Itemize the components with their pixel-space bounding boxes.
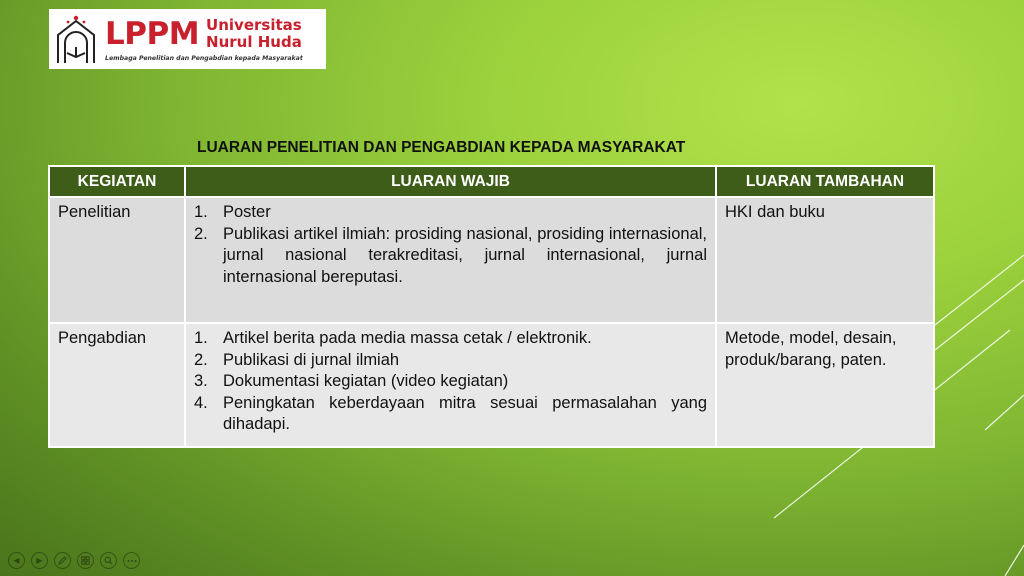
logo-university-name	[206, 17, 302, 51]
header-luaran-wajib: LUARAN WAJIB	[185, 166, 716, 197]
cell-luaran-wajib	[185, 197, 716, 323]
more-options-icon[interactable]	[123, 552, 140, 569]
lppm-logo	[49, 9, 326, 69]
table-row	[49, 197, 934, 323]
list-item-number: 1.	[194, 329, 208, 347]
table-row	[49, 323, 934, 447]
list-item-number: 3.	[194, 372, 208, 390]
table-header-row	[49, 166, 934, 197]
slide-sorter-icon[interactable]	[77, 552, 94, 569]
list-item	[194, 202, 707, 224]
list-item-text: Dokumentasi kegiatan (video kegiatan)	[223, 372, 509, 390]
list-item-text: Publikasi artikel ilmiah: prosiding nasional, prosiding internasional, jurnal nasional terakreditasi, jurnal internasional, jurnal internasional bereputasi.	[223, 224, 707, 286]
list-item	[194, 350, 707, 372]
list-item	[194, 371, 707, 393]
list-item-number: 1.	[194, 203, 208, 221]
list-item-text: Publikasi di jurnal ilmiah	[223, 350, 400, 369]
logo-university-line2: Nurul Huda	[206, 32, 302, 51]
list-item-number: 4.	[194, 393, 208, 412]
luaran-table	[48, 165, 935, 448]
zoom-icon[interactable]	[100, 552, 117, 569]
cell-luaran-wajib	[185, 323, 716, 447]
university-emblem-icon	[53, 13, 99, 65]
cell-kegiatan: Penelitian	[49, 197, 185, 323]
list-item	[194, 224, 707, 289]
pen-icon[interactable]	[54, 552, 71, 569]
list-item-number: 2.	[194, 224, 208, 243]
list-item-text: Poster	[223, 203, 271, 221]
logo-university-line1: Universitas	[206, 15, 302, 34]
luaran-wajib-list	[194, 328, 707, 436]
list-item-text: Peningkatan keberdayaan mitra sesuai permasalahan yang dihadapi.	[223, 393, 707, 433]
logo-tagline: Lembaga Penelitian dan Pengabdian kepada Masyarakat	[105, 54, 303, 62]
header-luaran-tambahan: LUARAN TAMBAHAN	[716, 166, 934, 197]
logo-lppm-text: LPPM	[105, 15, 200, 52]
slideshow-controls	[8, 552, 140, 569]
list-item-text: Artikel berita pada media massa cetak / elektronik.	[223, 329, 592, 347]
slide-title: LUARAN PENELITIAN DAN PENGABDIAN KEPADA MASYARAKAT	[197, 139, 686, 156]
luaran-wajib-list	[194, 202, 707, 288]
cell-luaran-tambahan: Metode, model, desain, produk/barang, paten.	[716, 323, 934, 447]
next-slide-icon[interactable]: ▶	[31, 552, 48, 569]
header-kegiatan: KEGIATAN	[49, 166, 185, 197]
list-item	[194, 393, 707, 436]
cell-kegiatan: Pengabdian	[49, 323, 185, 447]
list-item-number: 2.	[194, 350, 208, 369]
list-item	[194, 328, 707, 350]
cell-luaran-tambahan: HKI dan buku	[716, 197, 934, 323]
previous-slide-icon[interactable]: ◀	[8, 552, 25, 569]
